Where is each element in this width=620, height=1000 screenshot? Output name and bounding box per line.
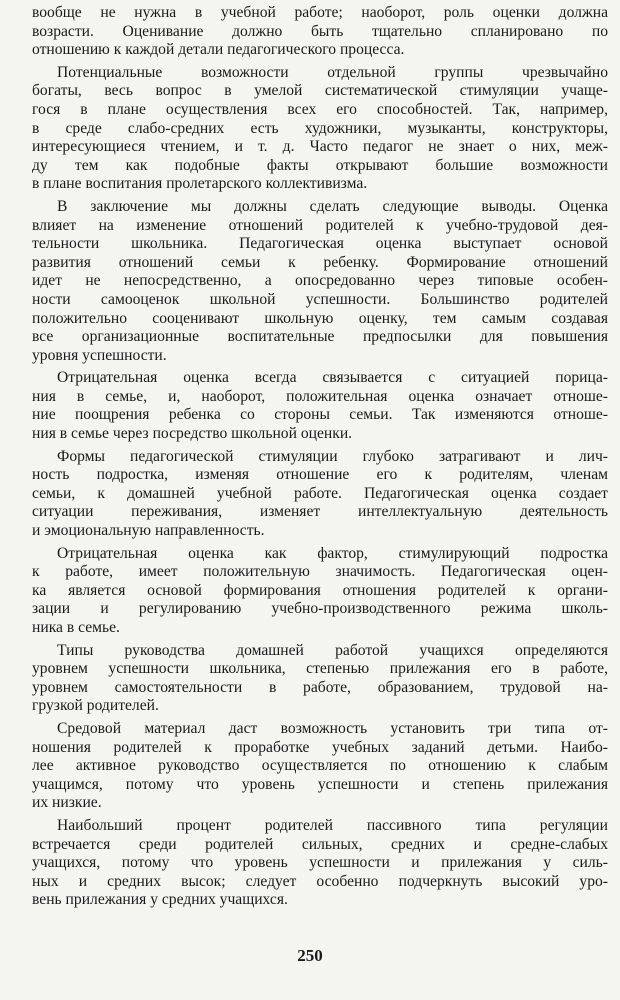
text-line: влияет на изменение отношений родителей к учебно-трудовой дея- <box>32 216 608 234</box>
text-line: все организационные воспитательные предпосылки для повышения <box>32 328 608 346</box>
text-line: Потенциальные возможности отдельной группы чрезвычайно <box>57 63 608 81</box>
text-line: уровнем самостоятельности в работе, образованием, трудовой на- <box>32 678 608 696</box>
text-line: богаты, весь вопрос в умелой систематической стимуляции учаще- <box>32 82 608 100</box>
text-line: учащимся, потому что уровень успешности и степень прилежания <box>32 775 608 793</box>
text-line: Средовой материал даст возможность установить три типа от- <box>57 719 608 737</box>
text-line: В заключение мы должны сделать следующие выводы. Оценка <box>57 197 608 215</box>
text-line: ка является основой формирования отношения родителей к органи- <box>32 581 608 599</box>
text-line: уровнем успешности школьника, степенью прилежания его в работе, <box>32 660 608 678</box>
text-line: ношения родителей к проработке учебных заданий детьми. Наибо- <box>32 738 608 756</box>
text-line: Отрицательная оценка всегда связывается с ситуацией порица- <box>57 369 608 387</box>
text-line: к работе, имеет положительную значимость. Педагогическая оцен- <box>32 563 608 581</box>
paragraph <box>32 545 608 638</box>
text-line: и эмоциональную направленность. <box>32 522 265 540</box>
text-line: положительно сооценивают школьную оценку, тем самым создавая <box>32 309 608 327</box>
paragraph <box>32 198 608 365</box>
text-line: развития отношений семьи к ребенку. Формирование отношений <box>32 253 608 271</box>
paragraph <box>32 817 608 910</box>
text-line: встречается среди родителей сильных, средних и средне-слабых <box>32 835 608 853</box>
paragraph <box>32 4 608 60</box>
text-line: в плане воспитания пролетарского коллективизма. <box>32 175 368 193</box>
text-line: ния в семье через посредство школьной оценки. <box>32 425 353 443</box>
text-line: грузкой родителей. <box>32 697 159 715</box>
paragraph <box>32 64 608 194</box>
text-line: гося в плане осуществления всех его способностей. Так, например, <box>32 100 608 118</box>
text-line: Отрицательная оценка как фактор, стимулирующий подростка <box>57 544 608 562</box>
paragraph <box>32 720 608 813</box>
paragraph <box>32 369 608 443</box>
paragraph <box>32 642 608 716</box>
text-line: их низкие. <box>32 794 102 812</box>
page-number: 250 <box>297 946 323 965</box>
text-line: Наибольший процент родителей пассивного типа регуляции <box>57 816 608 834</box>
text-line: Типы руководства домашней работой учащихся определяются <box>57 641 608 659</box>
text-line: Формы педагогической стимуляции глубоко затрагивают и лич- <box>57 447 608 465</box>
text-line: учащихся, потому что уровень успешности и прилежания у силь- <box>32 854 608 872</box>
page-text <box>32 4 608 910</box>
text-line: возрасти. Оценивание должно быть тщательно спланировано по <box>32 22 608 40</box>
text-line: вень прилежания у средних учащихся. <box>32 891 288 909</box>
text-line: ду тем как подобные факты открывают большие возможности <box>32 156 608 174</box>
text-line: зации и регулированию учебно-производственного режима школь- <box>32 600 608 618</box>
text-line: тельности школьника. Педагогическая оценка выступает основой <box>32 235 608 253</box>
text-line: ности самооценок школьной успешности. Большинство родителей <box>32 290 608 308</box>
text-line: уровня успешности. <box>32 346 167 364</box>
text-line: отношению к каждой детали педагогического процесса. <box>32 41 405 59</box>
text-line: лее активное руководство осуществляется по отношению к слабым <box>32 757 608 775</box>
text-line: ситуации переживания, изменяет интеллектуальную деятельность <box>32 503 608 521</box>
paragraph <box>32 448 608 541</box>
text-line: семьи, к домашней учебной работе. Педагогическая оценка создает <box>32 484 608 502</box>
text-line: идет не непосредственно, а опосредованно через типовые особен- <box>32 272 608 290</box>
text-line: ника в семье. <box>32 619 120 636</box>
text-line: вообще не нужна в учебной работе; наоборот, роль оценки должна <box>32 4 608 21</box>
text-line: ных и средних высок; следует особенно подчеркнуть высокий уро- <box>32 872 608 890</box>
text-line: интересующиеся чтением, и т. д. Часто педагог не знает о них, меж- <box>32 138 608 156</box>
text-line: ния в семье, и, наоборот, положительная оценка означает отноше- <box>32 387 608 405</box>
text-line: в среде слабо-средних есть художники, музыканты, конструкторы, <box>32 119 608 137</box>
text-line: ние поощрения ребенка со стороны семьи. Так изменяются отноше- <box>32 406 608 424</box>
text-line: ность подростка, изменяя отношение его к родителям, членам <box>32 466 608 484</box>
